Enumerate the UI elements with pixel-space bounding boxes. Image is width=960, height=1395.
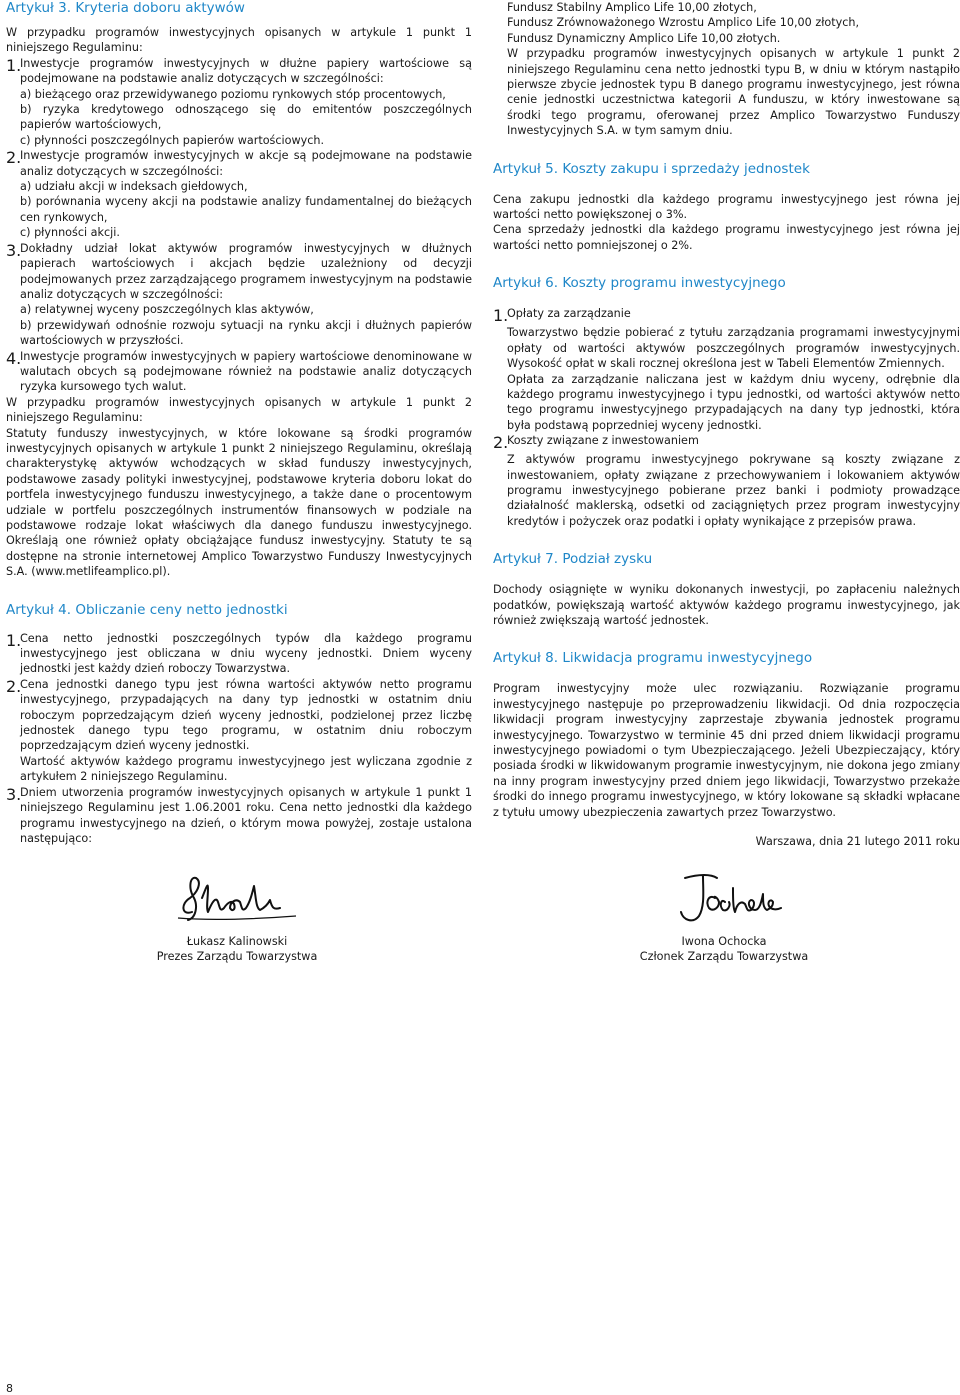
item-number: 1. (6, 630, 22, 650)
right-column (493, 0, 960, 849)
fund-line: Fundusz Stabilny Amplico Life 10,00 złotych, (507, 1, 757, 14)
signatory-name: Iwona Ochocka (681, 935, 767, 948)
item-text: Cena netto jednostki poszczególnych typów dla każdego programu inwestycyjnego jest obliczana w dniu wyceny jednostki. Dniem wyceny jednostki jest każdy dzień roboczy Towarzystwa. (20, 631, 472, 676)
sub-item: b) porównania wyceny akcji na podstawie analizy fundamentalnej do bieżących cen rynkowych, (20, 195, 472, 224)
item-number: 4. (6, 348, 22, 368)
article-5-title: Artykuł 5. Koszty zakupu i sprzedaży jednostek (493, 160, 810, 177)
sub-paragraph: Opłata za zarządzanie naliczana jest w każdym dniu wyceny, odrębnie dla każdego programu inwestycyjnego i typu jednostki, od wartości aktywów netto tego programu inwestycyjnego przypadających na dany typ jednostki, która była podstawą poprzedniej wyceny jednostki. (507, 372, 960, 432)
sub-item: b) ryzyka kredytowego odnoszącego się do emitentów poszczególnych papierów wartościowych, (20, 103, 472, 132)
signature-block-1 (137, 868, 337, 965)
sub-item: a) relatywnej wyceny poszczególnych klas aktywów, (20, 303, 314, 317)
fund-line: Fundusz Zrównoważonego Wzrostu Amplico Life 10,00 złotych, (507, 16, 860, 30)
signatory-role: Prezes Zarządu Towarzystwa (156, 950, 318, 964)
sub-paragraph: Towarzystwo będzie pobierać z tytułu zarządzania programami inwestycyjnymi opłaty od wartości aktywów poszczególnych programów inwestycyjnych. Wysokość opłat w skali rocznej określona jest w Tabeli Elementów Zmiennych. (507, 326, 960, 371)
article-3-title: Artykuł 3. Kryteria doboru aktywów (6, 0, 245, 16)
item-text: Inwestycje programów inwestycyjnych w akcje są podejmowane na podstawie analiz dotyczących w szczególności: (20, 149, 472, 178)
signing-date: Warszawa, dnia 21 lutego 2011 roku (755, 835, 960, 849)
fund-line: Fundusz Dynamiczny Amplico Life 10,00 złotych. (507, 31, 781, 45)
item-number: 2. (6, 148, 22, 168)
list-item (6, 148, 472, 179)
page-number: 8 (6, 1382, 13, 1395)
fund-b-paragraph: W przypadku programów inwestycyjnych opisanych w artykule 1 punkt 2 niniejszego Regulaminu cena netto jednostki typu B, w dniu w którym nastąpiło pierwsze zbycie jednostek typu B danego programu inwestycyjnego, jest równa cenie jednostki uczestnictwa kategorii A funduszu, w który inwestowane są środki tego programu, oferowanej przez Amplico Towarzystwo Funduszy Inwestycyjnych S.A. w tym samym dniu. (507, 47, 960, 138)
article-5-sale: Cena sprzedaży jednostki dla każdego programu inwestycyjnego jest równa jej wartości netto pomniejszonej o 2%. (493, 223, 960, 252)
article-4-title: Artykuł 4. Obliczanie ceny netto jednostki (6, 601, 288, 618)
article-7-body: Dochody osiągnięte w wyniku dokonanych inwestycji, po zapłaceniu należnych podatków, powiększają wartość aktywów każdego programu inwestycyjnego, jak również zwiększają wartość jednostek. (493, 583, 960, 627)
left-column (6, 0, 472, 846)
article-3-part2-intro: W przypadku programów inwestycyjnych opisanych w artykule 1 punkt 2 niniejszego Regulaminu: (6, 395, 472, 425)
item-text: Inwestycje programów inwestycyjnych w papiery wartościowe denominowane w walutach obcych są podejmowane również na podstawie analiz dotyczących ryzyka kursowego tych walut. (20, 349, 472, 394)
sub-item: b) przewidywań odnośnie rozwoju sytuacji na rynku akcji i dłużnych papierów wartościowych w przyszłości. (20, 318, 472, 348)
item-text: Inwestycje programów inwestycyjnych w dłużne papiery wartościowe są podejmowane na podstawie analiz dotyczących w szczególności: (20, 56, 472, 86)
item-text: Cena jednostki danego typu jest równa wartości aktywów netto programu inwestycyjnego, przypadających na dany typ jednostki w ostatnim dniu roboczym poprzedzającym dzień wyceny jednostki, podzielonej przez liczbę jednostek danego typu tego programu, w ostatnim dniu roboczym poprzedzającym dzień wyceny jednostki. (20, 677, 472, 753)
list-item (6, 241, 472, 303)
sub-paragraph: Wartość aktywów każdego programu inwestycyjnego jest wyliczana zgodnie z artykułem 2 niniejszego Regulaminu. (20, 754, 472, 784)
signatory-role: Członek Zarządu Towarzystwa (639, 950, 809, 964)
signature-image (172, 868, 302, 928)
list-item (493, 433, 960, 452)
item-text: Dniem utworzenia programów inwestycyjnych opisanych w artykule 1 punkt 1 niniejszego Regulaminu jest 1.06.2001 roku. Cena netto jednostki dla każdego programu inwestycyjnego na dzień, o którym mowa powyżej, zostaje ustalona następująco: (20, 785, 472, 845)
item-number: 3. (6, 240, 22, 260)
article-8-body: Program inwestycyjny może ulec rozwiązaniu. Rozwiązanie programu inwestycyjnego następuje po przeprowadzeniu likwidacji. Od dnia rozpoczęcia likwidacji program inwestycyjny zaprzestaje zbywania jednostek programu inwestycyjnego. Towarzystwo w terminie 45 dni przed dniem likwidacji programu inwestycyjnego powiadomi o tym Ubezpieczającego. Jeżeli Ubezpieczający, który posiada środki w likwidowanym programie inwestycyjnym, nie dokona jego zmiany na inny program inwestycyjny przed dniem jego likwidacji, Towarzystwo przekaże środki do innego programu inwestycyjnego, w który lokowane są składki wpłacane z tytułu umowy ubezpieczenia zawartych przez Towarzystwo. (493, 682, 960, 819)
article-8-title: Artykuł 8. Likwidacja programu inwestycyjnego (493, 650, 813, 667)
article-3-part2-body: Statuty funduszy inwestycyjnych, w które lokowane są środki programów inwestycyjnych opisanych w artykule 1 punkt 2 niniejszego Regulaminu, określają charakterystykę aktywów wchodzących w skład funduszy inwestycyjnych, podstawowe zasady polityki inwestycyjnej, podstawowe kryteria doboru lokat do portfela inwestycyjnego funduszu inwestycyjnego, a także dane o procentowym udziale w portfelu poszczególnych instrumentów finansowych w podziale na podstawowe rodzaje lokat właściwych dla danego funduszu inwestycyjnego. Określają one również opłaty obciążające fundusz inwestycyjny. Statuty te są dostępne na stronie internetowej Amplico Towarzystwo Funduszy Inwestycyjnych S.A. (www.metlifeamplico.pl). (6, 426, 472, 579)
sub-paragraph: Z aktywów programu inwestycyjnego pokrywane są koszty związane z inwestowaniem, opłaty związane z przechowywaniem i lokowaniem aktywów programu inwestycyjnego pobierane przez banki i podmioty prowadzące działalność maklerską, odsetki od zaciągniętych przez program inwestycyjny kredytów i pożyczek oraz podatki i opłaty wynikające z przepisów prawa. (507, 453, 960, 528)
signature-block-2 (624, 868, 824, 965)
list-item (493, 306, 960, 325)
list-item (6, 56, 472, 87)
item-number: 2. (6, 676, 22, 696)
item-text: Koszty związane z inwestowaniem (507, 434, 699, 448)
list-item (6, 349, 472, 395)
sub-item: a) udziału akcji w indeksach giełdowych, (20, 180, 248, 194)
article-5-purchase: Cena zakupu jednostki dla każdego programu inwestycyjnego jest równa jej wartości netto powiększonej o 3%. (493, 192, 960, 222)
item-number: 1. (6, 55, 22, 75)
sub-item: c) płynności poszczególnych papierów wartościowych. (20, 133, 325, 147)
item-text: Opłaty za zarządzanie (507, 307, 631, 321)
item-number: 3. (6, 784, 22, 804)
item-number: 1. (493, 306, 509, 326)
item-text: Dokładny udział lokat aktywów programów inwestycyjnych w dłużnych papierach wartościowych i akcjach będzie uzależniony od decyzji podejmowanych przez zarządzającego programem inwestycyjnym na podstawie analiz dotyczących w szczególności: (20, 241, 472, 301)
article-3-intro: W przypadku programów inwestycyjnych opisanych w artykule 1 punkt 1 niniejszego Regulaminu: (6, 26, 472, 55)
list-item (6, 631, 472, 677)
article-7-title: Artykuł 7. Podział zysku (493, 551, 653, 568)
signatory-name: Łukasz Kalinowski (186, 935, 288, 948)
signature-image (659, 868, 789, 928)
list-item (6, 677, 472, 754)
article-6-title: Artykuł 6. Koszty programu inwestycyjnego (493, 275, 786, 292)
sub-item: c) płynności akcji. (20, 226, 120, 240)
sub-item: a) bieżącego oraz przewidywanego poziomu rynkowych stóp procentowych, (20, 87, 446, 101)
list-item (6, 785, 472, 847)
item-number: 2. (493, 433, 509, 453)
